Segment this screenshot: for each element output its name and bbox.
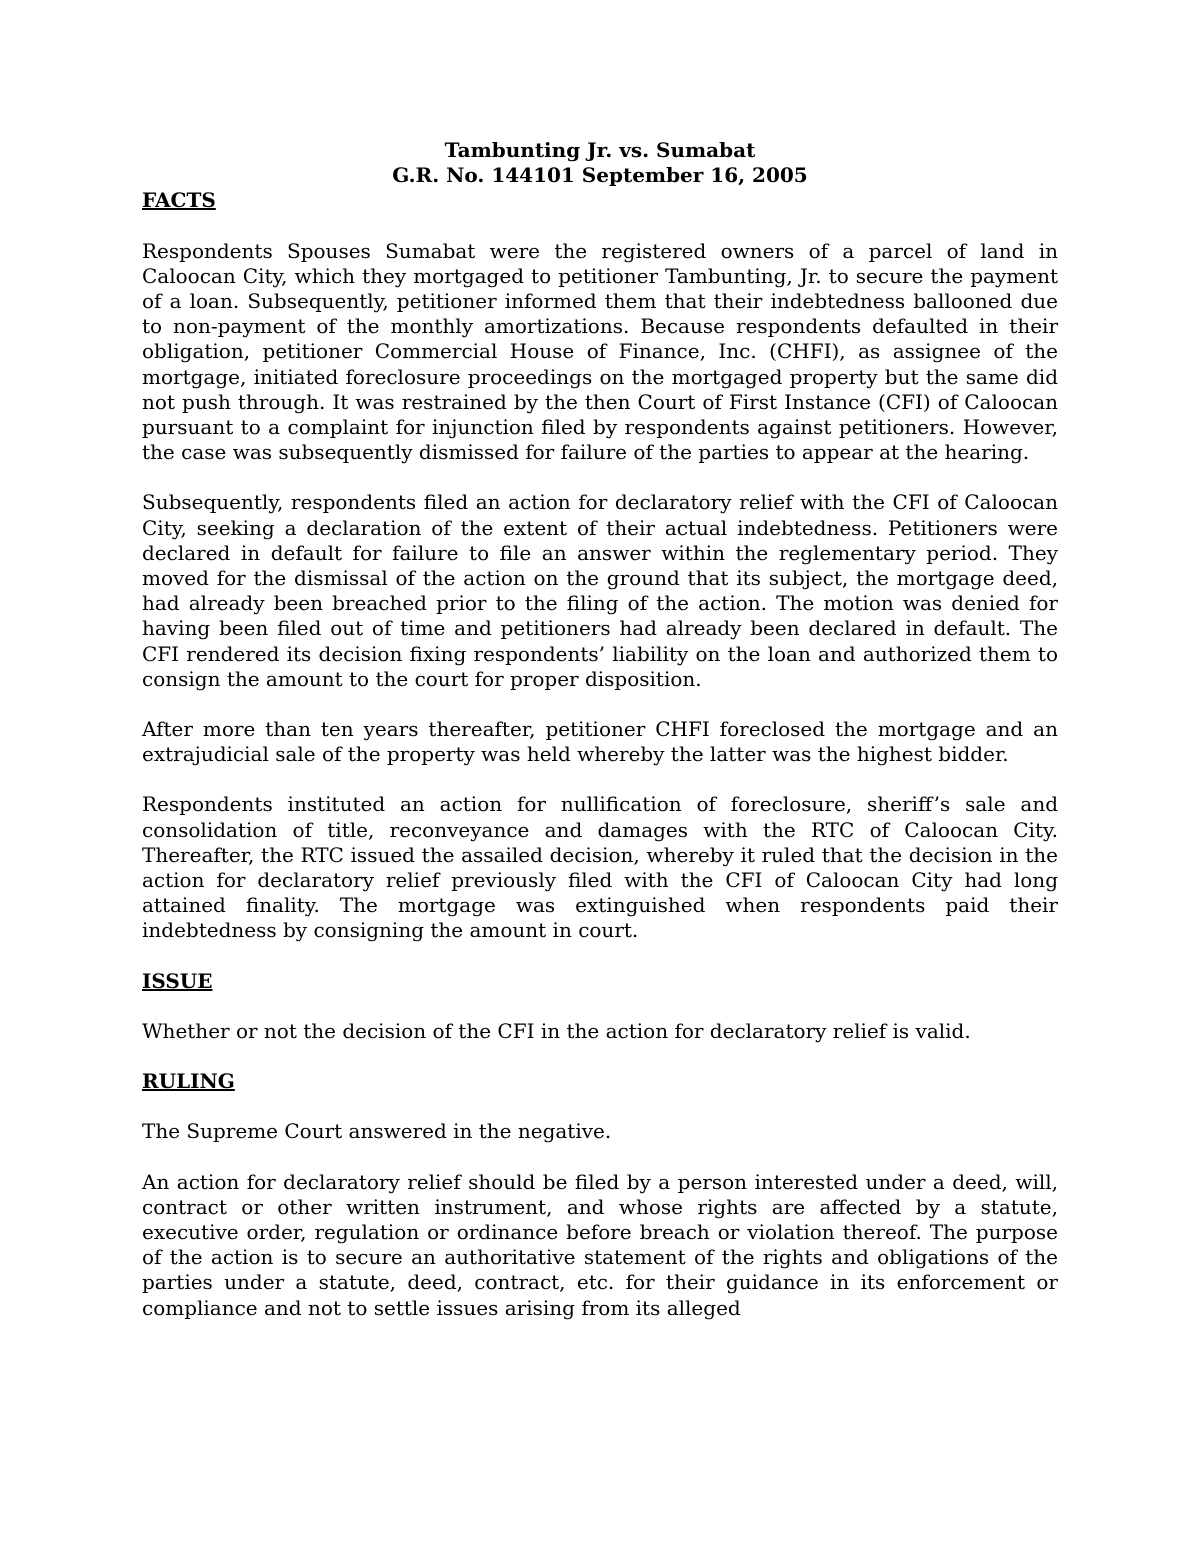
- facts-paragraph-3: After more than ten years thereafter, petitioner CHFI foreclosed the mortgage and an extrajudicial sale of the property was held whereby the latter was the highest bidder.: [142, 717, 1058, 767]
- facts-paragraph-2: Subsequently, respondents filed an action for declaratory relief with the CFI of Caloocan City, seeking a declaration of the extent of their actual indebtedness. Petitioners were declared in default for failure to file an answer within the reglementary period. They moved for the dismissal of the action on the ground that its subject, the mortgage deed, had already been breached prior to the filing of the action. The motion was denied for having been filed out of time and petitioners had already been declared in default. The CFI rendered its decision fixing respondents’ liability on the loan and authorized them to consign the amount to the court for proper disposition.: [142, 490, 1058, 691]
- issue-text: Whether or not the decision of the CFI in the action for declaratory relief is valid.: [142, 1018, 971, 1043]
- ruling-paragraph-2: An action for declaratory relief should be filed by a person interested under a deed, will, contract or other written instrument, and whose rights are affected by a statute, executive order, regulation or ordinance before breach or violation thereof. The purpose of the action is to secure an authoritative statement of the rights and obligations of the parties under a statute, deed, contract, etc. for their guidance in its enforcement or compliance and not to settle issues arising from its alleged: [142, 1169, 1058, 1320]
- facts-heading: FACTS: [142, 188, 216, 213]
- facts-paragraph-4: Respondents instituted an action for nullification of foreclosure, sheriff’s sale and consolidation of title, reconveyance and damages with the RTC of Caloocan City. Thereafter, the RTC issued the assailed decision, whereby it ruled that the decision in the action for declaratory relief previously filed with the CFI of Caloocan City had long attained finality. The mortgage was extinguished when respondents paid their indebtedness by consigning the amount in court.: [142, 792, 1058, 943]
- ruling-paragraph-1: The Supreme Court answered in the negative.: [142, 1119, 612, 1144]
- ruling-heading: RULING: [142, 1069, 235, 1094]
- facts-paragraph-1: Respondents Spouses Sumabat were the registered owners of a parcel of land in Caloocan City, which they mortgaged to petitioner Tambunting, Jr. to secure the payment of a loan. Subsequently, petitioner informed them that their indebtedness ballooned due to non-payment of the monthly amortizations. Because respondents defaulted in their obligation, petitioner Commercial House of Finance, Inc. (CHFI), as assignee of the mortgage, initiated foreclosure proceedings on the mortgaged property but the same did not push through. It was restrained by the then Court of First Instance (CFI) of Caloocan pursuant to a complaint for injunction filed by respondents against petitioners. However, the case was subsequently dismissed for failure of the parties to appear at the hearing.: [142, 238, 1058, 465]
- issue-heading: ISSUE: [142, 968, 213, 993]
- document-body: [142, 138, 1058, 1321]
- case-title: Tambunting Jr. vs. Sumabat: [444, 138, 756, 162]
- case-citation: G.R. No. 144101 September 16, 2005: [392, 163, 808, 188]
